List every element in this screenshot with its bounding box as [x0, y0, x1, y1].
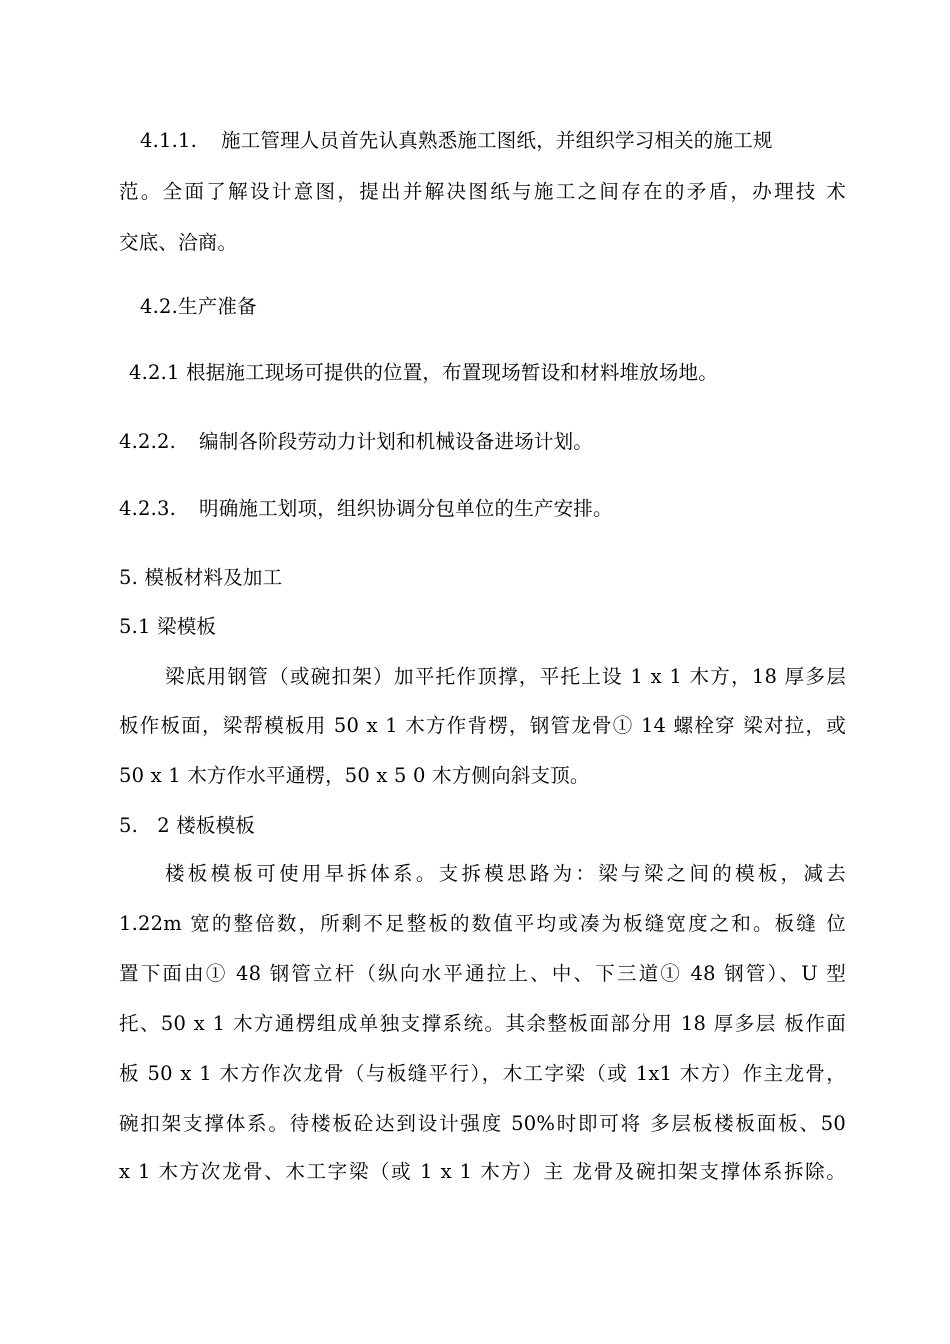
section-4-2-3-text: 明确施工划项，组织协调分包单位的生产安排。 [199, 497, 613, 520]
section-4-2-3-item [119, 496, 613, 522]
section-5-2-heading: 5. 2 楼板模板 [119, 814, 256, 837]
section-4-1-1-number: 4.1.1. [140, 129, 198, 152]
section-4-2-1-item: 4.2.1 根据施工现场可提供的位置，布置现场暂设和材料堆放场地。 [129, 361, 718, 384]
section-4-2-2-item [119, 429, 593, 455]
section-5-1-line-3: 50 x 1 木方作水平通楞，50 x 5 0 木方侧向斜支顶。 [119, 764, 590, 787]
section-5-2-line-7: x 1 木方次龙骨、木工字梁（或 1 x 1 木方）主 龙骨及碗扣架支撑体系拆除。 [119, 1160, 846, 1183]
section-5-2-line-5: 板 50 x 1 木方作次龙骨（与板缝平行），木工字梁（或 1x1 木方）作主龙骨， [119, 1062, 846, 1085]
section-4-2-3-number: 4.2.3. [119, 497, 177, 520]
section-5-2-line-6: 碗扣架支撑体系。待楼板砼达到设计强度 50%时即可将 多层板楼板面板、50 [119, 1112, 846, 1135]
section-5-2-line-3: 置下面由① 48 钢管立杆（纵向水平通拉上、中、下三道① 48 钢管）、U 型 [119, 962, 846, 985]
section-5-2-line-4: 托、50 x 1 木方通楞组成单独支撑系统。其余整板面部分用 18 厚多层 板作面 [119, 1012, 846, 1035]
section-5-1-line-1: 梁底用钢管（或碗扣架）加平托作顶撑，平托上设 1 x 1 木方，18 厚多层 [165, 665, 846, 688]
section-5-2-line-2: 1.22m 宽的整倍数，所剩不足整板的数值平均或凑为板缝宽度之和。板缝 位 [119, 912, 846, 935]
section-5-1-line-2: 板作板面，梁帮模板用 50 x 1 木方作背楞，钢管龙骨① 14 螺栓穿 梁对拉，或 [119, 714, 846, 737]
section-4-1-1-text: 施工管理人员首先认真熟悉施工图纸，并组织学习相关的施工规 [221, 129, 773, 152]
section-4-2-heading: 4.2.生产准备 [140, 295, 257, 318]
section-4-1-1-line-2: 范。全面了解设计意图，提出并解决图纸与施工之间存在的矛盾，办理技 术 [119, 180, 846, 203]
section-4-2-2-number: 4.2.2. [119, 430, 177, 453]
section-5-1-heading: 5.1 梁模板 [119, 615, 217, 638]
section-4-1-1-line-3: 交底、洽商。 [119, 231, 238, 254]
section-4-1-1-line-1 [140, 128, 773, 154]
section-4-2-2-text: 编制各阶段劳动力计划和机械设备进场计划。 [199, 430, 594, 453]
section-5-heading: 5. 模板材料及加工 [119, 566, 283, 589]
section-5-2-line-1: 楼板模板可使用早拆体系。支拆模思路为：梁与梁之间的模板，减去 [165, 862, 846, 885]
